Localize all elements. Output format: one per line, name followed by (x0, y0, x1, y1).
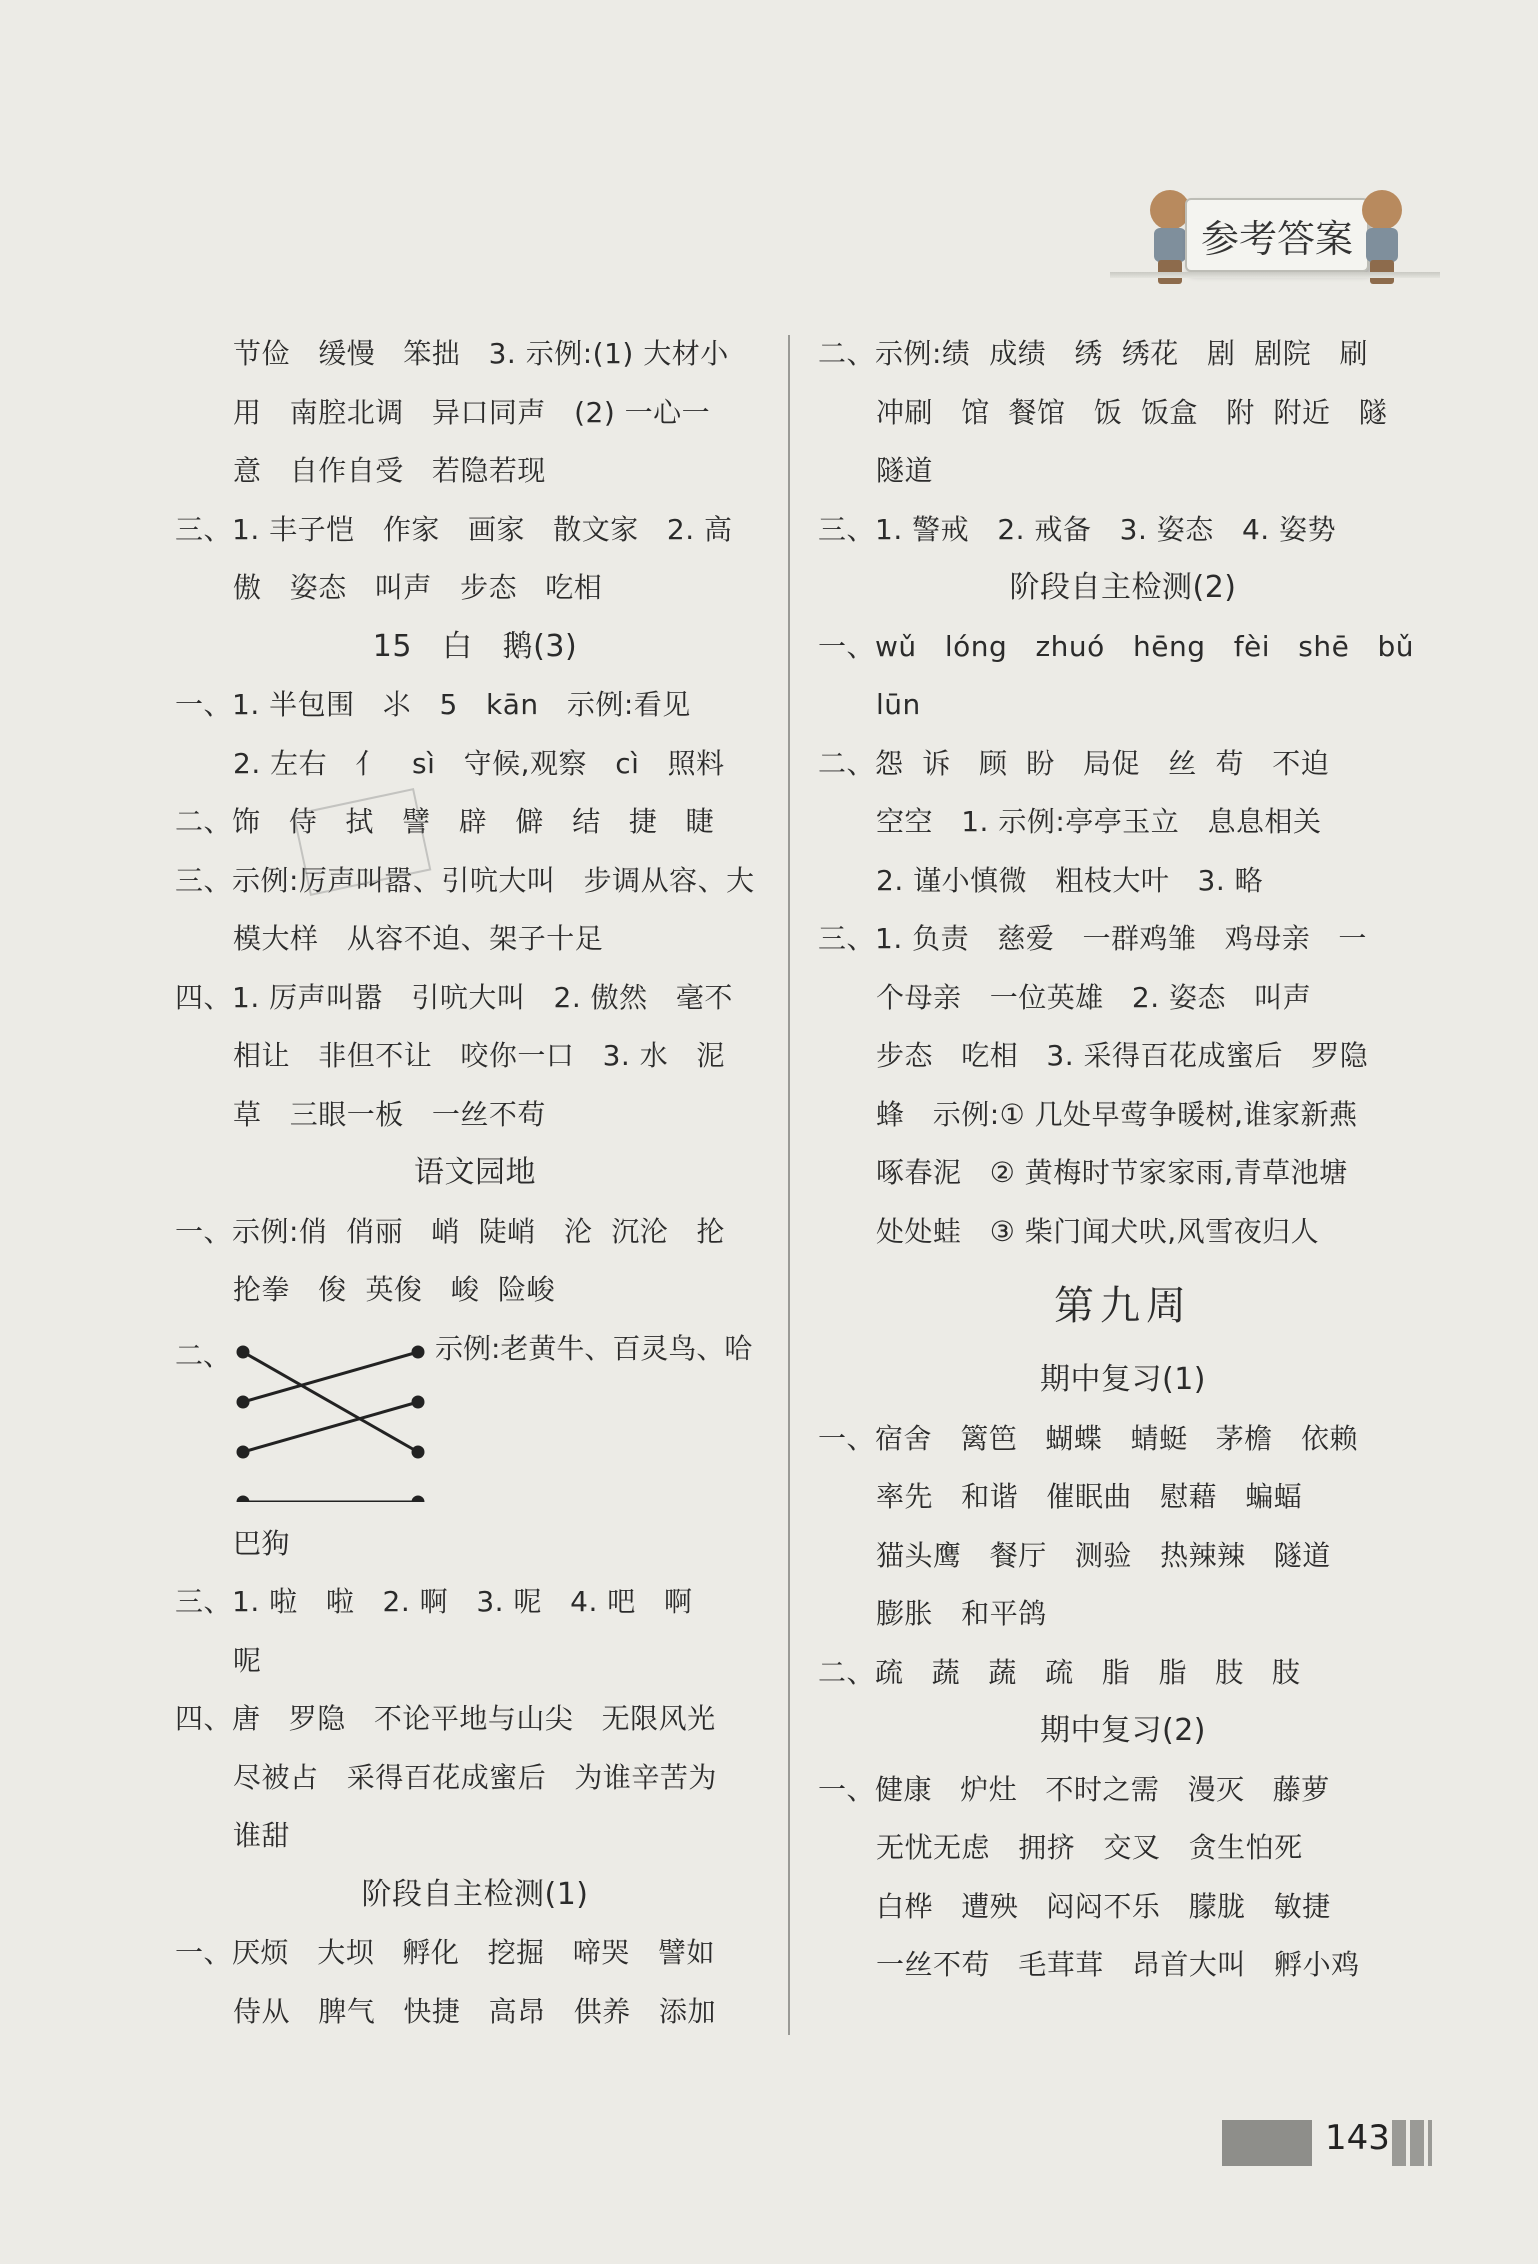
answer-line: 隧道 (876, 454, 934, 487)
answer-key-title: 参考答案 (1185, 198, 1369, 272)
answer-line: 四、1. 厉声叫嚣 引吭大叫 2. 傲然 毫不 (175, 980, 733, 1014)
answer-line: 猫头鹰 餐厅 测验 热辣辣 隧道 (876, 1538, 1331, 1572)
section-title: 阶段自主检测(1) (361, 1876, 589, 1912)
answer-line: 相让 非但不让 咬你一口 3. 水 泥 (233, 1039, 725, 1072)
answer-line: 二、饰 侍 拭 譬 辟 僻 结 捷 睫 (175, 805, 715, 838)
answer-line: 傲 姿态 叫声 步态 吃相 (233, 571, 603, 604)
answer-line: 一、健康 炉灶 不时之需 漫灭 藤萝 (818, 1772, 1330, 1806)
answer-line: 尽被占 采得百花成蜜后 为谁辛苦为 (233, 1760, 717, 1794)
page-number-bar (1222, 2120, 1312, 2166)
answer-line: 无忧无虑 拥挤 交叉 贪生怕死 (876, 1831, 1303, 1864)
answer-line: 个母亲 一位英雄 2. 姿态 叫声 (876, 980, 1312, 1014)
matching-label: 二、 (175, 1338, 232, 1372)
matching-lines-diagram (233, 1342, 433, 1502)
answer-line: 一、宿舍 篱笆 蝴蝶 蜻蜓 茅檐 依赖 (818, 1421, 1359, 1455)
answer-line: 三、1. 警戒 2. 戒备 3. 姿态 4. 姿势 (818, 512, 1337, 546)
section-title: 语文园地 (414, 1155, 536, 1190)
page-number-tab (1392, 2120, 1432, 2166)
section-title: 期中复习(2) (1040, 1713, 1206, 1748)
answer-line: 谁甜 (233, 1819, 291, 1852)
answer-line: 草 三眼一板 一丝不苟 (233, 1097, 546, 1131)
section-title: 15 白 鹅(3) (372, 628, 578, 664)
page-number: 143 (1325, 2118, 1390, 2158)
answer-line: 呢 (233, 1643, 262, 1677)
answer-line: 一、wǔ lóng zhuó hēng fèi shē bǔ (818, 629, 1415, 663)
answer-line: 啄春泥 ② 黄梅时节家家雨,青草池塘 (876, 1156, 1348, 1189)
answer-line: 二、疏 蔬 蔬 疏 脂 脂 肢 肢 (818, 1655, 1301, 1689)
matching-diagram-row (175, 1320, 775, 1515)
answer-line: 一、示例:俏 俏丽 峭 陡峭 沦 沉沦 抡 (175, 1214, 725, 1248)
section-title: 阶段自主检测(2) (1009, 570, 1237, 605)
answer-line: 空空 1. 示例:亭亭玉立 息息相关 (876, 805, 1322, 838)
answer-line: 巴狗 (233, 1526, 291, 1560)
answer-line: 模大样 从容不迫、架子十足 (233, 922, 604, 955)
answer-line: 冲刷 馆 餐馆 饭 饭盒 附 附近 隧 (876, 395, 1388, 429)
answer-line: 率先 和谐 催眠曲 慰藉 蝙蝠 (876, 1480, 1303, 1513)
answer-line: 二、怨 诉 顾 盼 局促 丝 苟 不迫 (818, 746, 1330, 780)
answer-line: 意 自作自受 若隐若现 (233, 454, 546, 487)
answer-line: 膨胀 和平鸽 (876, 1597, 1047, 1630)
answer-line: 2. 谨小慎微 粗枝大叶 3. 略 (876, 863, 1264, 897)
answer-line: 三、1. 丰子恺 作家 画家 散文家 2. 高 (175, 512, 733, 546)
answer-line: 三、1. 负责 慈爱 一群鸡雏 鸡母亲 一 (818, 922, 1367, 955)
matching-example-text: 示例:老黄牛、百灵鸟、哈 (435, 1331, 753, 1365)
answer-line: 2. 左右 亻 sì 守候,观察 cì 照料 (233, 746, 725, 780)
header-divider (1110, 272, 1440, 278)
column-divider (788, 335, 790, 2035)
right-column (818, 325, 1428, 1995)
answer-line: 一、1. 半包围 ⺢ 5 kān 示例:看见 (175, 688, 691, 721)
section-title: 第九周 (1054, 1283, 1192, 1329)
answer-line: 抡拳 俊 英俊 峻 险峻 (233, 1273, 556, 1306)
answer-line: 一、厌烦 大坝 孵化 挖掘 啼哭 譬如 (175, 1936, 716, 1969)
answer-line: 四、唐 罗隐 不论平地与山尖 无限风光 (175, 1702, 716, 1735)
section-title: 期中复习(1) (1040, 1362, 1206, 1397)
answer-line: 白桦 遭殃 闷闷不乐 朦胧 敏捷 (876, 1889, 1331, 1923)
answer-line: 节俭 缓慢 笨拙 3. 示例:(1) 大材小 (233, 337, 729, 370)
answer-line: 一丝不苟 毛茸茸 昂首大叫 孵小鸡 (876, 1948, 1360, 1981)
answer-line: 侍从 脾气 快捷 高昂 供养 添加 (233, 1994, 717, 2028)
answer-line: lūn (876, 688, 921, 721)
answer-line: 步态 吃相 3. 采得百花成蜜后 罗隐 (876, 1039, 1369, 1072)
answer-line: 三、示例:厉声叫嚣、引吭大叫 步调从容、大 (175, 863, 755, 897)
answer-line: 蜂 示例:① 几处早莺争暖树,谁家新燕 (876, 1097, 1358, 1131)
left-column (175, 325, 775, 2041)
cartoon-kid-right-icon (1352, 190, 1412, 285)
answer-line: 用 南腔北调 异口同声 (2) 一心一 (233, 395, 711, 429)
answer-line: 二、示例:绩 成绩 绣 绣花 剧 剧院 刷 (818, 337, 1368, 370)
answer-line: 三、1. 啦 啦 2. 啊 3. 呢 4. 吧 啊 (175, 1585, 693, 1618)
answer-line: 处处蛙 ③ 柴门闻犬吠,风雪夜归人 (876, 1214, 1320, 1248)
